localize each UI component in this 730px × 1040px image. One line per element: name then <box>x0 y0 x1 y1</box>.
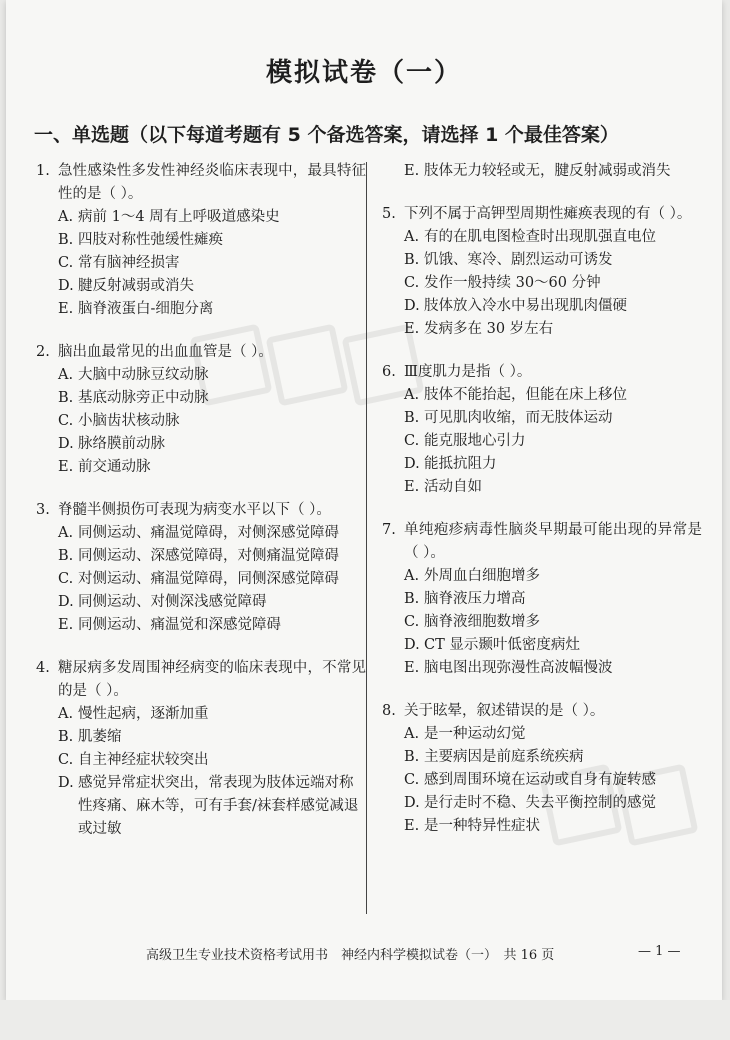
option-letter: A. <box>58 367 74 383</box>
option-letter: D. <box>404 456 420 472</box>
option-text: 感到周围环境在运动或自身有旋转感 <box>424 772 656 788</box>
question-text: 单纯疱疹病毒性脑炎早期最可能出现的异常是（ ）。 <box>404 522 702 561</box>
question-stem <box>382 361 702 384</box>
option-text: 同侧运动、对侧深浅感觉障碍 <box>78 594 267 610</box>
answer-option <box>36 252 366 275</box>
answer-option <box>382 588 702 611</box>
option-text: 脑脊液压力增高 <box>424 591 526 607</box>
option-letter: B. <box>404 252 420 268</box>
option-letter: C. <box>404 275 420 291</box>
option-text: 肢体无力较轻或无，腱反射减弱或消失 <box>424 163 671 179</box>
option-letter: A. <box>404 229 420 245</box>
option-letter: B. <box>404 591 420 607</box>
option-text: 肢体放入冷水中易出现肌肉僵硬 <box>424 298 627 314</box>
answer-option <box>36 206 366 229</box>
answer-option <box>382 272 702 295</box>
option-text: 能抵抗阻力 <box>424 456 497 472</box>
option-letter: B. <box>58 390 74 406</box>
answer-option <box>36 749 366 772</box>
answer-option <box>382 657 702 680</box>
option-text: 脑脊液蛋白-细胞分离 <box>78 301 214 317</box>
option-letter: C. <box>404 772 420 788</box>
question-stem <box>382 700 702 723</box>
option-text: 大脑中动脉豆纹动脉 <box>78 367 209 383</box>
answer-option <box>36 298 366 321</box>
option-text: 主要病因是前庭系统疾病 <box>424 749 584 765</box>
option-text: 有的在肌电图检查时出现肌强直电位 <box>424 229 656 245</box>
option-letter: A. <box>404 568 420 584</box>
answer-option <box>382 611 702 634</box>
question <box>36 341 366 479</box>
question <box>382 203 702 341</box>
page-number: — 1 — <box>638 944 681 959</box>
question-number: 8. <box>382 703 396 719</box>
option-letter: E. <box>404 479 420 495</box>
answer-option <box>36 545 366 568</box>
option-text: 对侧运动、痛温觉障碍，同侧深感觉障碍 <box>78 571 339 587</box>
option-text: 四肢对称性弛缓性瘫痪 <box>78 232 223 248</box>
option-text: CT 显示颞叶低密度病灶 <box>424 637 580 653</box>
option-text: 饥饿、寒冷、剧烈运动可诱发 <box>424 252 613 268</box>
answer-option <box>382 815 702 838</box>
question-stem <box>382 519 702 565</box>
question-continuation <box>382 160 702 183</box>
left-column <box>36 160 366 861</box>
question-stem <box>36 499 366 522</box>
question-number: 5. <box>382 206 396 222</box>
answer-option <box>382 430 702 453</box>
option-letter: D. <box>58 775 74 791</box>
question-text: 急性感染性多发性神经炎临床表现中，最具特征性的是（ ）。 <box>58 163 366 202</box>
option-text: 发病多在 30 岁左右 <box>424 321 554 337</box>
option-text: 肢体不能抬起，但能在床上移位 <box>424 387 627 403</box>
answer-option <box>382 769 702 792</box>
option-text: 同侧运动、痛温觉和深感觉障碍 <box>78 617 281 633</box>
question-number: 3. <box>36 502 50 518</box>
answer-option <box>382 792 702 815</box>
question-text: 脊髓半侧损伤可表现为病变水平以下（ ）。 <box>58 502 331 518</box>
question <box>36 160 366 321</box>
question-stem <box>36 160 366 206</box>
option-text: 病前 1～4 周有上呼吸道感染史 <box>78 209 280 225</box>
answer-option <box>382 723 702 746</box>
question-number: 2. <box>36 344 50 360</box>
option-letter: D. <box>404 298 420 314</box>
question-text: 糖尿病多发周围神经病变的临床表现中，不常见的是（ ）。 <box>58 660 366 699</box>
option-letter: B. <box>404 749 420 765</box>
question-text: 关于眩晕，叙述错误的是（ ）。 <box>404 703 605 719</box>
option-letter: D. <box>404 637 420 653</box>
question <box>382 361 702 499</box>
answer-option <box>36 387 366 410</box>
answer-option <box>382 249 702 272</box>
option-letter: E. <box>58 459 74 475</box>
answer-option <box>36 456 366 479</box>
question <box>36 499 366 637</box>
option-text: 可见肌肉收缩，而无肢体运动 <box>424 410 613 426</box>
question-number: 1. <box>36 163 50 179</box>
option-text: 是行走时不稳、失去平衡控制的感觉 <box>424 795 656 811</box>
option-letter: E. <box>404 660 420 676</box>
exam-page <box>6 0 722 1000</box>
option-text: 肌萎缩 <box>78 729 122 745</box>
option-text: 活动自如 <box>424 479 482 495</box>
question-stem <box>36 341 366 364</box>
option-letter: B. <box>58 232 74 248</box>
column-divider <box>366 162 367 914</box>
option-letter: A. <box>404 726 420 742</box>
answer-option <box>382 746 702 769</box>
question-text: 下列不属于高钾型周期性瘫痪表现的有（ ）。 <box>404 206 692 222</box>
option-letter: A. <box>58 525 74 541</box>
question-text: 脑出血最常见的出血血管是（ ）。 <box>58 344 273 360</box>
question-stem <box>36 657 366 703</box>
option-text: 感觉异常症状突出，常表现为肢体远端对称性疼痛、麻木等，可有手套/袜套样感觉减退或过敏 <box>78 775 359 837</box>
answer-option <box>382 453 702 476</box>
answer-option <box>382 318 702 341</box>
answer-option <box>382 384 702 407</box>
answer-option <box>36 433 366 456</box>
option-letter: C. <box>58 413 74 429</box>
answer-option <box>36 772 366 841</box>
question-stem <box>382 203 702 226</box>
option-text: 是一种特异性症状 <box>424 818 540 834</box>
question <box>36 657 366 841</box>
option-text: 同侧运动、深感觉障碍，对侧痛温觉障碍 <box>78 548 339 564</box>
option-text: 慢性起病，逐渐加重 <box>78 706 209 722</box>
answer-option <box>382 565 702 588</box>
answer-option <box>36 726 366 749</box>
question-text: Ⅲ度肌力是指（ ）。 <box>404 364 532 380</box>
question-number: 7. <box>382 522 396 538</box>
option-letter: C. <box>58 255 74 271</box>
answer-option <box>36 229 366 252</box>
background-strip <box>0 1000 730 1040</box>
option-letter: A. <box>58 706 74 722</box>
right-column <box>382 160 702 858</box>
option-letter: E. <box>58 617 74 633</box>
option-letter: D. <box>404 795 420 811</box>
option-letter: A. <box>58 209 74 225</box>
question-number: 6. <box>382 364 396 380</box>
answer-option <box>36 591 366 614</box>
answer-option <box>382 295 702 318</box>
option-letter: D. <box>58 436 74 452</box>
option-text: 前交通动脉 <box>78 459 151 475</box>
option-text: 腱反射减弱或消失 <box>78 278 194 294</box>
question <box>382 700 702 838</box>
option-letter: E. <box>58 301 74 317</box>
option-text: 常有脑神经损害 <box>78 255 180 271</box>
question <box>382 519 702 680</box>
question-number: 4. <box>36 660 50 676</box>
option-letter: A. <box>404 387 420 403</box>
answer-option <box>382 476 702 499</box>
option-letter: C. <box>404 614 420 630</box>
answer-option <box>36 275 366 298</box>
option-letter: C. <box>58 752 74 768</box>
option-letter: E. <box>404 818 420 834</box>
option-text: 自主神经症状较突出 <box>78 752 209 768</box>
option-text: 脑脊液细胞数增多 <box>424 614 540 630</box>
answer-option <box>36 614 366 637</box>
option-letter: E. <box>404 163 420 179</box>
answer-option <box>36 410 366 433</box>
footer-text: 高级卫生专业技术资格考试用书 神经内科学模拟试卷（一） 共 16 页 <box>146 948 555 963</box>
answer-option <box>36 568 366 591</box>
answer-option <box>36 364 366 387</box>
option-letter: C. <box>404 433 420 449</box>
option-letter: B. <box>404 410 420 426</box>
option-text: 是一种运动幻觉 <box>424 726 526 742</box>
option-text: 脉络膜前动脉 <box>78 436 165 452</box>
option-text: 脑电图出现弥漫性高波幅慢波 <box>424 660 613 676</box>
option-text: 发作一般持续 30～60 分钟 <box>424 275 601 291</box>
option-letter: B. <box>58 729 74 745</box>
answer-option <box>36 703 366 726</box>
section-heading: 一、单选题（以下每道考题有 5 个备选答案，请选择 1 个最佳答案） <box>34 124 619 146</box>
option-letter: B. <box>58 548 74 564</box>
answer-option <box>382 634 702 657</box>
answer-option <box>36 522 366 545</box>
option-text: 外周血白细胞增多 <box>424 568 540 584</box>
option-letter: E. <box>404 321 420 337</box>
option-text: 同侧运动、痛温觉障碍，对侧深感觉障碍 <box>78 525 339 541</box>
answer-option <box>382 226 702 249</box>
option-text: 基底动脉旁正中动脉 <box>78 390 209 406</box>
option-letter: D. <box>58 594 74 610</box>
option-text: 小脑齿状核动脉 <box>78 413 180 429</box>
answer-option <box>382 407 702 430</box>
page-title: 模拟试卷（一） <box>265 58 462 88</box>
option-letter: D. <box>58 278 74 294</box>
option-text: 能克服地心引力 <box>424 433 526 449</box>
option-letter: C. <box>58 571 74 587</box>
